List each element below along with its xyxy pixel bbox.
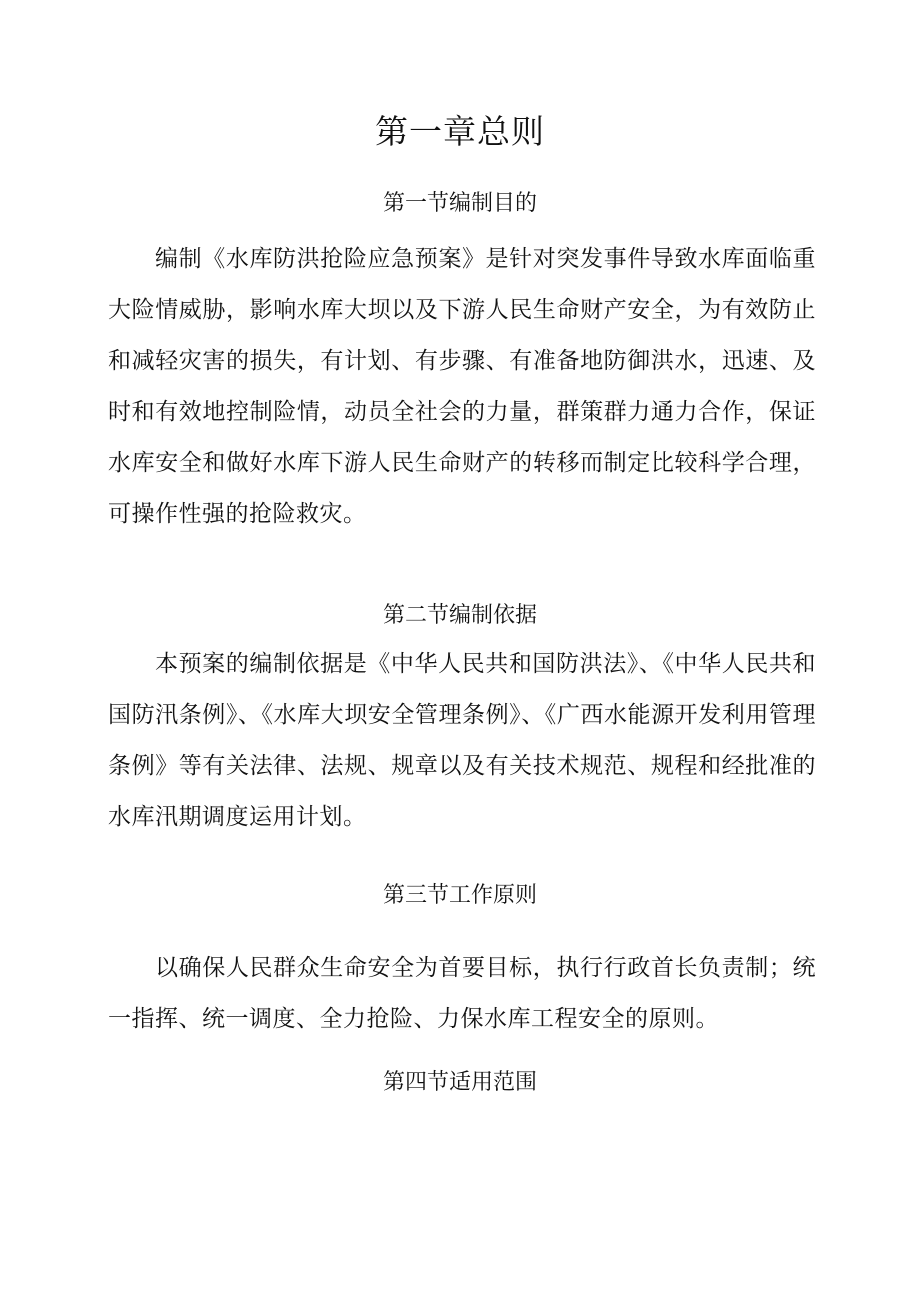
section-heading-principles: 第三节工作原则 xyxy=(382,883,537,908)
section-body-basis: 本预案的编制依据是《中华人民共和国防洪法》、《中华人民共和国防汛条例》、《水库大坝安全管理条例》、《广西水能源开发利用管理条例》等有关法律、法规、规章以及有关技术规范、规程和经批准的水库汛期调度运用计划。 xyxy=(108,651,816,830)
section-heading-scope: 第四节适用范围 xyxy=(382,1070,537,1095)
section-body-principles: 以确保人民群众生命安全为首要目标，执行行政首长负责制；统一指挥、统一调度、全力抢险、力保水库工程安全的原则。 xyxy=(108,955,816,1032)
chapter-title: 第一章总则 xyxy=(375,112,545,151)
section-heading-purpose: 第一节编制目的 xyxy=(382,191,537,216)
section-body-purpose: 编制《水库防洪抢险应急预案》是针对突发事件导致水库面临重大险情威胁，影响水库大坝以及下游人民生命财产安全，为有效防止和减轻灾害的损失，有计划、有步骤、有准备地防御洪水，迅速、及时和有效地控制险情，动员全社会的力量，群策群力通力合作，保证水库安全和做好水库下游人民生命财产的转移而制定比较科学合理，可操作性强的抢险救灾。 xyxy=(108,246,816,527)
section-heading-basis: 第二节编制依据 xyxy=(382,603,537,628)
